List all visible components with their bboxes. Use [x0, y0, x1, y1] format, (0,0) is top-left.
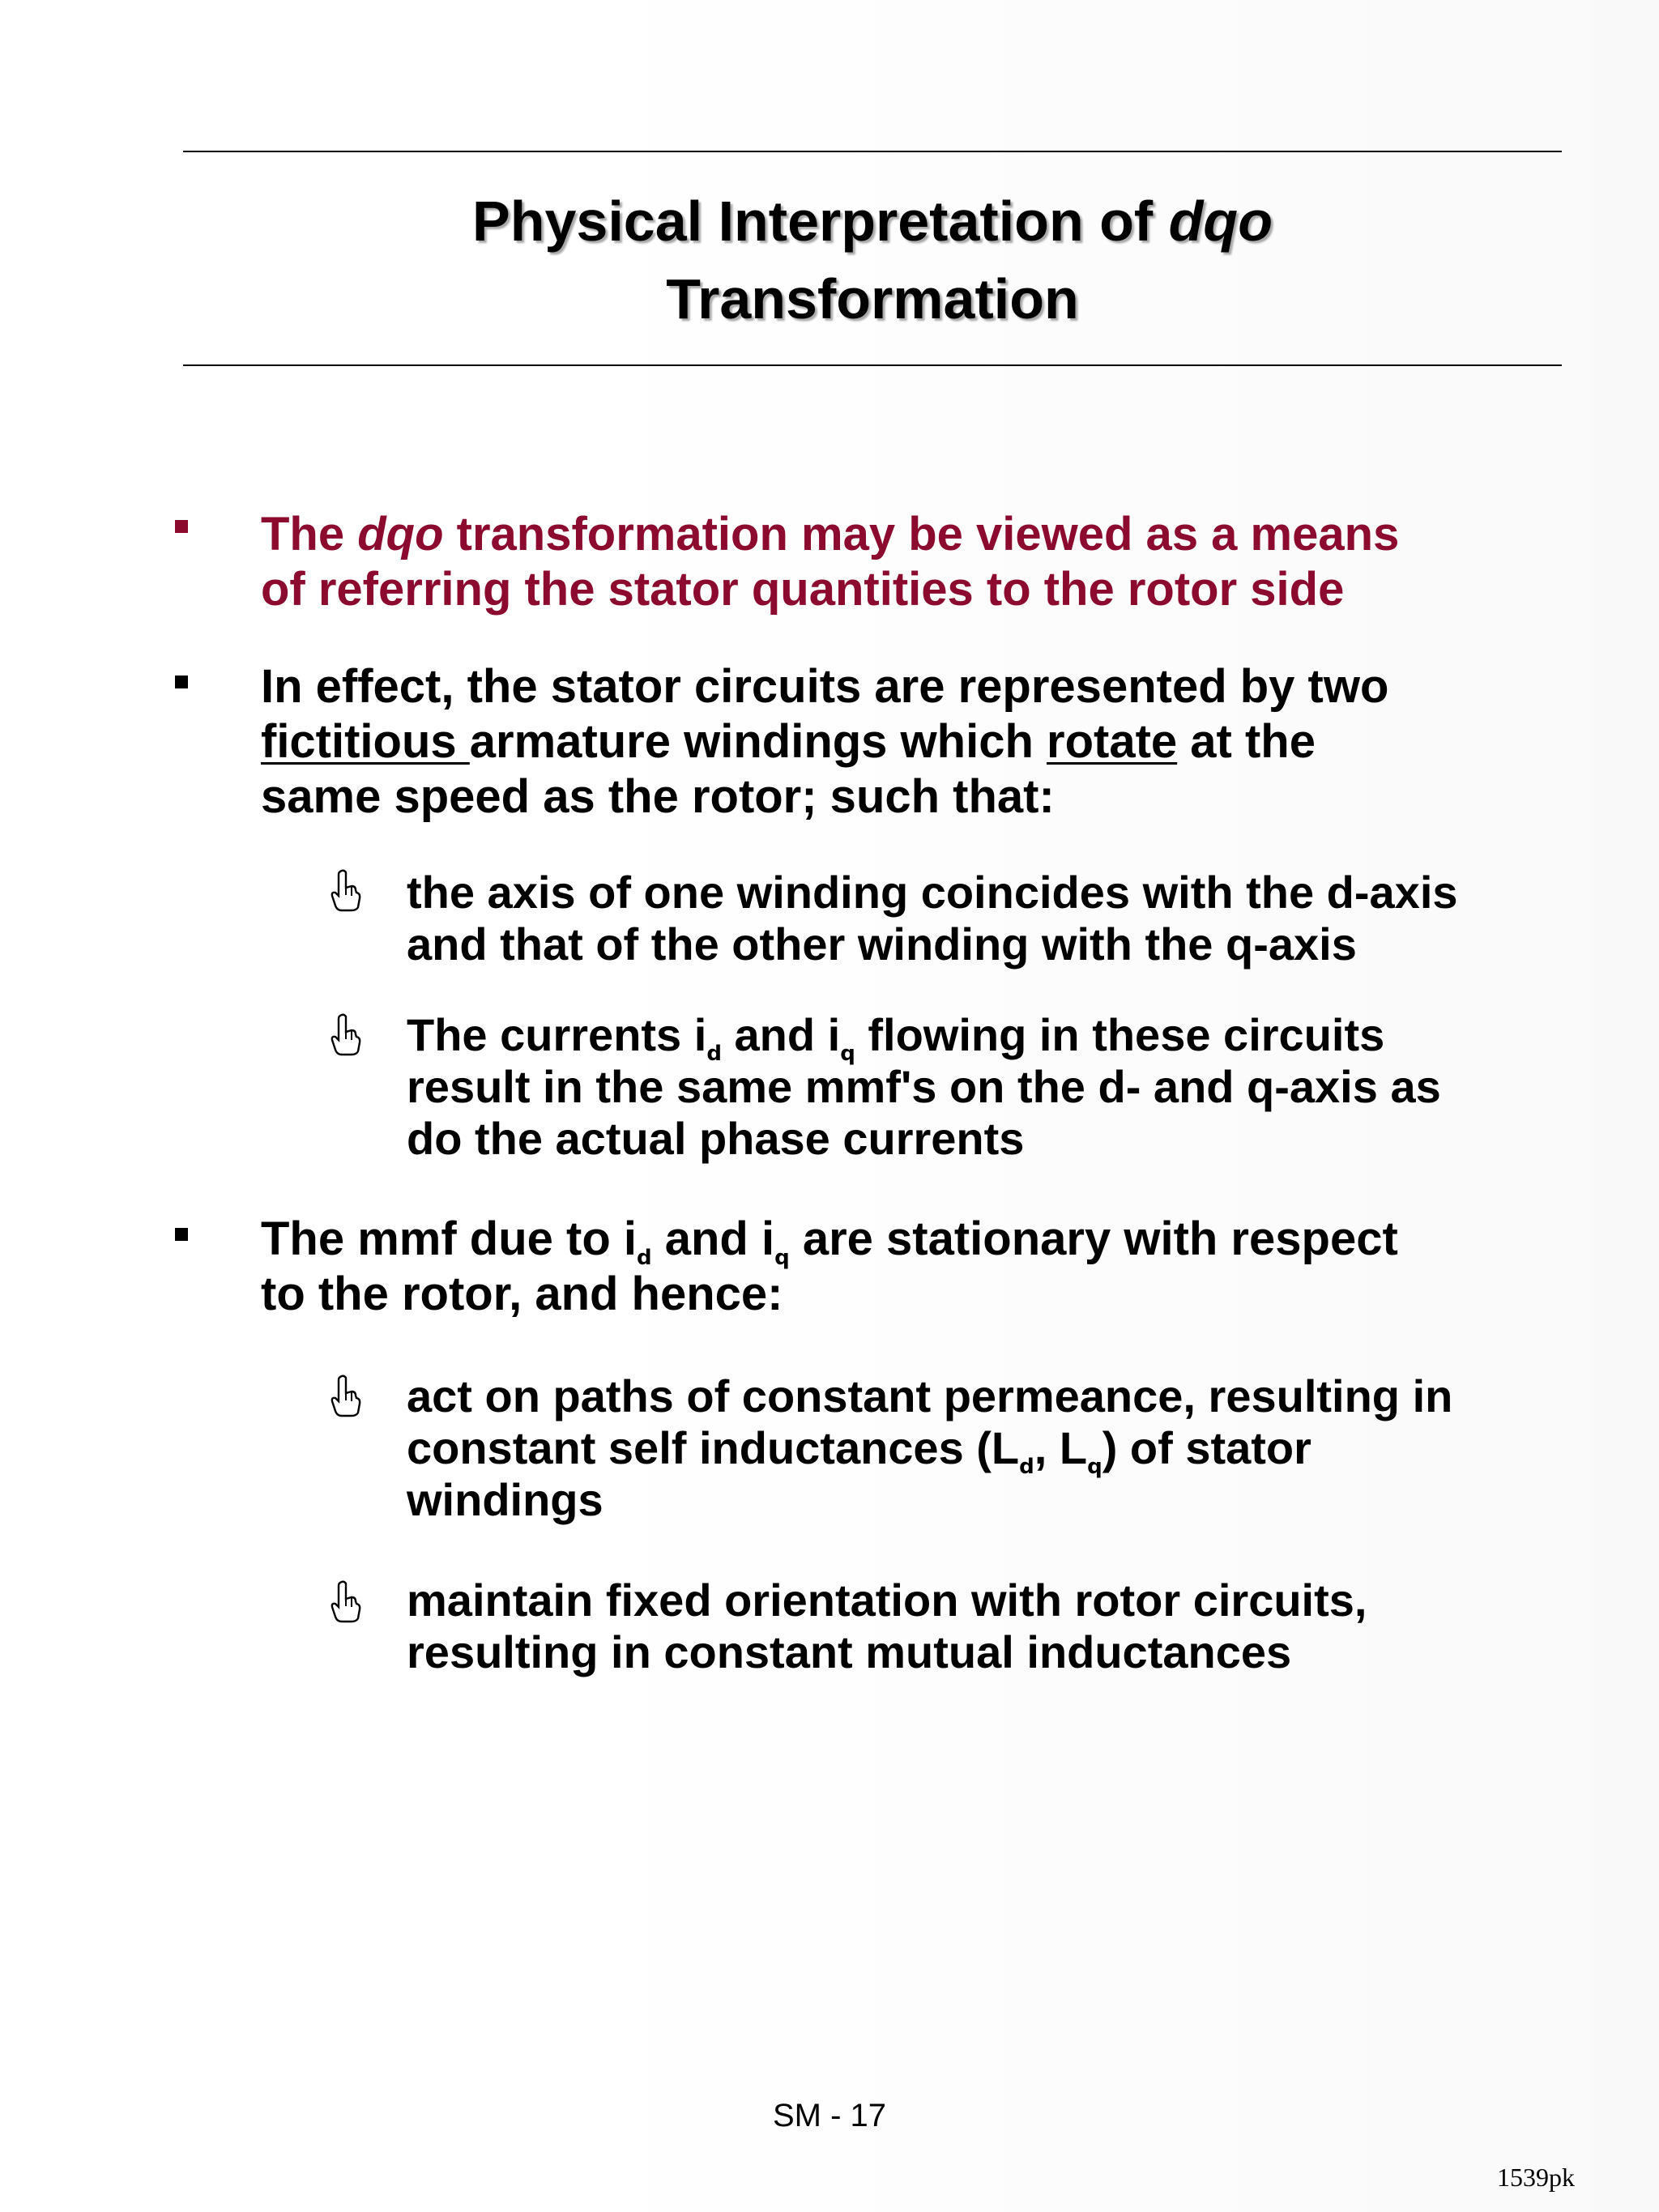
- bullet-3-sub-2: maintain fixed orientation with rotor circuits, resulting in constant mutual inductances: [407, 1575, 1367, 1677]
- pointing-hand-icon: [327, 1374, 363, 1417]
- pointing-hand-icon: [327, 868, 363, 912]
- square-bullet-icon: [175, 676, 188, 688]
- title-top-rule: [183, 151, 1562, 152]
- square-bullet-icon: [175, 1228, 188, 1241]
- bullet-2-sub-2: The currents $i_d$ and $i_q$ flowing in these circuits result in the same mmf's on the d- and q-axis as do the actual phase currents: [407, 1009, 1441, 1164]
- title-bottom-rule: [183, 364, 1562, 366]
- bullet-2: In effect, the stator circuits are represented by two fictitious armature windings which rotate at the same speed as the rotor; such that:: [261, 660, 1389, 823]
- bullet-3-sub-1: act on paths of constant permeance, resulting in constant self inductances ($L_d$, $L_q$) of stator windings: [407, 1370, 1453, 1525]
- pointing-hand-icon: [327, 1012, 363, 1056]
- document-code: 1539pk: [1497, 2163, 1575, 2192]
- bullet-1: The dqo transformation may be viewed as a means of referring the stator quantities to the rotor side: [261, 508, 1400, 616]
- bullet-3: The mmf due to $i_d$ and $i_q$ are stationary with respect to the rotor, and hence:: [261, 1213, 1398, 1320]
- pointing-hand-icon: [327, 1579, 363, 1623]
- square-bullet-icon: [175, 520, 188, 533]
- bullet-2-sub-1: the axis of one winding coincides with the d-axis and that of the other winding with the q-axis: [407, 867, 1458, 970]
- slide-title: Physical Interpretation of dqo Transformation: [472, 190, 1273, 330]
- slide-number: SM - 17: [772, 2098, 887, 2133]
